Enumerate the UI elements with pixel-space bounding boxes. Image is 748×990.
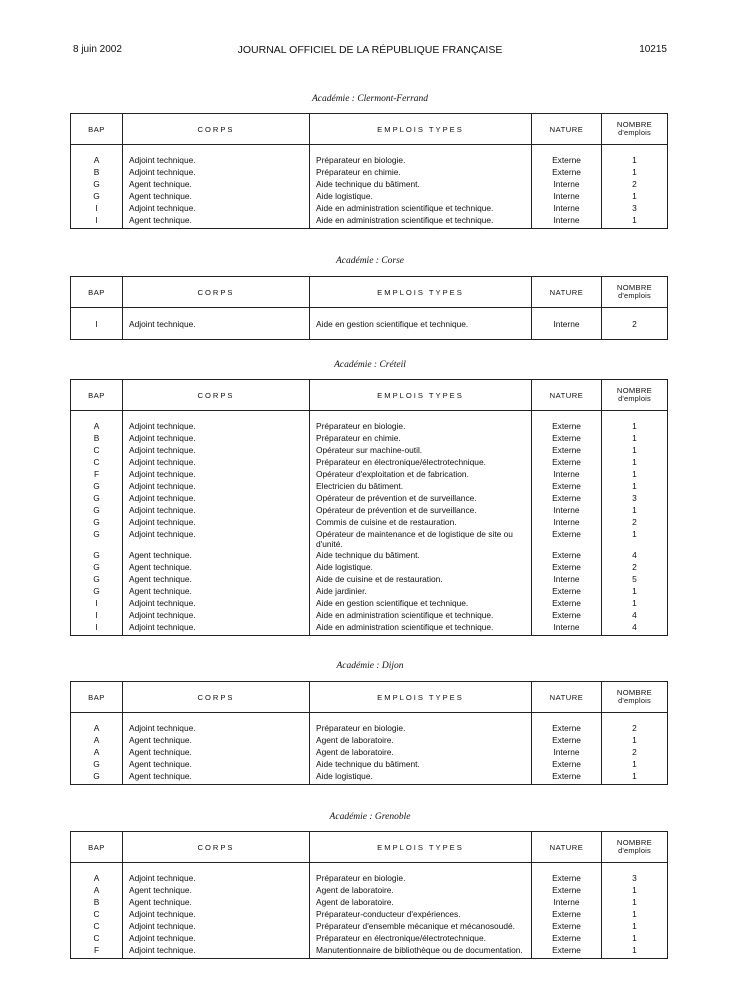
- column-header-emplois-types: EMPLOIS TYPES: [310, 832, 532, 863]
- table-row: [71, 215, 668, 229]
- cell-emplois-types: Agent de laboratoire.: [310, 897, 532, 909]
- cell-bap: G: [71, 191, 123, 203]
- cell-nombre: 1: [602, 505, 668, 517]
- cell-nature: Externe: [532, 921, 602, 933]
- cell-nombre: 3: [602, 493, 668, 505]
- cell-bap: G: [71, 493, 123, 505]
- cell-bap: I: [71, 317, 123, 340]
- cell-nature: Externe: [532, 433, 602, 445]
- column-header-nature: NATURE: [532, 832, 602, 863]
- academie-title-corse: Académie : Corse: [335, 256, 405, 266]
- cell-emplois-types: Aide en administration scientifique et technique.: [310, 203, 532, 215]
- cell-emplois-types: Préparateur en électronique/électrotechnique.: [310, 457, 532, 469]
- cell-nombre: 1: [602, 933, 668, 945]
- cell-nombre: 1: [602, 921, 668, 933]
- cell-corps: Adjoint technique.: [123, 723, 310, 735]
- cell-corps: Agent technique.: [123, 215, 310, 229]
- cell-nombre: 1: [602, 771, 668, 785]
- cell-corps: Agent technique.: [123, 735, 310, 747]
- cell-nature: Interne: [532, 179, 602, 191]
- cell-bap: I: [71, 215, 123, 229]
- cell-bap: C: [71, 909, 123, 921]
- cell-nature: Externe: [532, 771, 602, 785]
- table-row: [71, 735, 668, 747]
- cell-emplois-types: Aide logistique.: [310, 771, 532, 785]
- cell-emplois-types: Préparateur en chimie.: [310, 167, 532, 179]
- cell-nature: Externe: [532, 933, 602, 945]
- table-row: [71, 167, 668, 179]
- cell-bap: A: [71, 885, 123, 897]
- cell-bap: G: [71, 517, 123, 529]
- cell-corps: Adjoint technique.: [123, 317, 310, 340]
- page-header: [73, 44, 667, 58]
- cell-emplois-types: Aide technique du bâtiment.: [310, 550, 532, 562]
- cell-corps: Adjoint technique.: [123, 598, 310, 610]
- column-header-corps: CORPS: [123, 277, 310, 308]
- table-row: [71, 723, 668, 735]
- cell-nature: Externe: [532, 885, 602, 897]
- cell-nature: Externe: [532, 723, 602, 735]
- cell-nombre: 1: [602, 481, 668, 493]
- cell-corps: Adjoint technique.: [123, 421, 310, 433]
- cell-nombre: 1: [602, 885, 668, 897]
- cell-bap: B: [71, 433, 123, 445]
- table-row: [71, 179, 668, 191]
- cell-nature: Externe: [532, 562, 602, 574]
- cell-nombre: 1: [602, 897, 668, 909]
- cell-emplois-types: Préparateur en chimie.: [310, 433, 532, 445]
- cell-bap: A: [71, 421, 123, 433]
- cell-emplois-types: Préparateur en biologie.: [310, 723, 532, 735]
- cell-bap: A: [71, 747, 123, 759]
- table-row: [71, 445, 668, 457]
- cell-corps: Adjoint technique.: [123, 610, 310, 622]
- column-header-corps: CORPS: [123, 682, 310, 713]
- cell-bap: A: [71, 873, 123, 885]
- cell-nature: Externe: [532, 759, 602, 771]
- column-header-nature: NATURE: [532, 277, 602, 308]
- table-row: [71, 562, 668, 574]
- cell-bap: B: [71, 897, 123, 909]
- cell-corps: Agent technique.: [123, 897, 310, 909]
- cell-emplois-types: Opérateur de prévention et de surveillance.: [310, 505, 532, 517]
- cell-corps: Adjoint technique.: [123, 517, 310, 529]
- page-number: 10215: [639, 44, 667, 55]
- column-header-nombre: [602, 682, 668, 713]
- cell-bap: B: [71, 167, 123, 179]
- cell-nombre: 4: [602, 622, 668, 636]
- cell-corps: Adjoint technique.: [123, 529, 310, 550]
- journal-title: JOURNAL OFFICIEL DE LA RÉPUBLIQUE FRANÇAISE: [237, 44, 503, 56]
- table-row: [71, 517, 668, 529]
- column-header-nature: NATURE: [532, 380, 602, 411]
- cell-emplois-types: Manutentionnaire de bibliothèque ou de documentation.: [310, 945, 532, 959]
- cell-nature: Interne: [532, 203, 602, 215]
- column-header-bap: BAP: [71, 682, 123, 713]
- column-header-nombre: [602, 114, 668, 145]
- table-row: [71, 885, 668, 897]
- cell-corps: Adjoint technique.: [123, 622, 310, 636]
- table-creteil: [70, 379, 668, 636]
- cell-emplois-types: Aide technique du bâtiment.: [310, 179, 532, 191]
- cell-nombre: 1: [602, 586, 668, 598]
- cell-nombre: 1: [602, 457, 668, 469]
- table-row: [71, 933, 668, 945]
- cell-nombre: 1: [602, 215, 668, 229]
- column-header-emplois-types: EMPLOIS TYPES: [310, 114, 532, 145]
- cell-nature: Interne: [532, 505, 602, 517]
- cell-corps: Agent technique.: [123, 885, 310, 897]
- cell-nombre: 1: [602, 909, 668, 921]
- cell-emplois-types: Aide jardinier.: [310, 586, 532, 598]
- cell-nombre: 1: [602, 529, 668, 550]
- column-header-nature: NATURE: [532, 682, 602, 713]
- cell-bap: G: [71, 529, 123, 550]
- column-header-bap: BAP: [71, 114, 123, 145]
- cell-emplois-types: Préparateur en biologie.: [310, 155, 532, 167]
- cell-corps: Agent technique.: [123, 771, 310, 785]
- cell-nature: Externe: [532, 873, 602, 885]
- column-header-nombre: [602, 277, 668, 308]
- table-row: [71, 481, 668, 493]
- cell-bap: I: [71, 622, 123, 636]
- cell-nature: Externe: [532, 155, 602, 167]
- cell-bap: G: [71, 505, 123, 517]
- table-row: [71, 574, 668, 586]
- cell-corps: Adjoint technique.: [123, 921, 310, 933]
- cell-emplois-types: Aide logistique.: [310, 191, 532, 203]
- cell-emplois-types: Agent de laboratoire.: [310, 885, 532, 897]
- column-header-corps: CORPS: [123, 832, 310, 863]
- cell-nombre: 1: [602, 735, 668, 747]
- cell-emplois-types: Opérateur de prévention et de surveillance.: [310, 493, 532, 505]
- table-row: [71, 421, 668, 433]
- cell-emplois-types: Agent de laboratoire.: [310, 747, 532, 759]
- cell-bap: I: [71, 598, 123, 610]
- cell-emplois-types: Aide en administration scientifique et technique.: [310, 622, 532, 636]
- table-row: [71, 550, 668, 562]
- cell-bap: A: [71, 723, 123, 735]
- cell-nombre: 4: [602, 550, 668, 562]
- cell-nature: Externe: [532, 493, 602, 505]
- cell-nature: Externe: [532, 586, 602, 598]
- cell-nature: Externe: [532, 457, 602, 469]
- cell-corps: Adjoint technique.: [123, 203, 310, 215]
- table-row: [71, 759, 668, 771]
- cell-corps: Adjoint technique.: [123, 909, 310, 921]
- table-row: [71, 529, 668, 550]
- cell-nature: Externe: [532, 167, 602, 179]
- nombre-label: NOMBRE: [616, 386, 653, 395]
- cell-bap: G: [71, 550, 123, 562]
- cell-nombre: 1: [602, 469, 668, 481]
- cell-nature: Interne: [532, 469, 602, 481]
- cell-corps: Agent technique.: [123, 550, 310, 562]
- emplois-label: d'emplois: [618, 291, 651, 300]
- cell-nombre: 1: [602, 155, 668, 167]
- cell-corps: Adjoint technique.: [123, 481, 310, 493]
- cell-corps: Adjoint technique.: [123, 433, 310, 445]
- table-row: [71, 945, 668, 959]
- cell-nature: Interne: [532, 215, 602, 229]
- column-header-bap: BAP: [71, 380, 123, 411]
- column-header-corps: CORPS: [123, 114, 310, 145]
- cell-emplois-types: Aide technique du bâtiment.: [310, 759, 532, 771]
- table-row: [71, 909, 668, 921]
- cell-nature: Externe: [532, 945, 602, 959]
- table-row: [71, 598, 668, 610]
- column-header-nombre: [602, 832, 668, 863]
- cell-bap: A: [71, 155, 123, 167]
- table-clermont-ferrand: [70, 113, 668, 229]
- cell-corps: Agent technique.: [123, 562, 310, 574]
- cell-emplois-types: Préparateur d'ensemble mécanique et mécanosoudé.: [310, 921, 532, 933]
- cell-nombre: 1: [602, 167, 668, 179]
- cell-nombre: 1: [602, 445, 668, 457]
- cell-emplois-types: Aide de cuisine et de restauration.: [310, 574, 532, 586]
- nombre-label: NOMBRE: [616, 688, 653, 697]
- cell-corps: Adjoint technique.: [123, 469, 310, 481]
- cell-nature: Externe: [532, 735, 602, 747]
- cell-bap: G: [71, 574, 123, 586]
- cell-emplois-types: Opérateur sur machine-outil.: [310, 445, 532, 457]
- table-row: [71, 493, 668, 505]
- cell-emplois-types: Aide en gestion scientifique et technique.: [310, 598, 532, 610]
- table-row: [71, 622, 668, 636]
- table-grenoble: [70, 831, 668, 959]
- column-header-emplois-types: EMPLOIS TYPES: [310, 380, 532, 411]
- cell-emplois-types: Préparateur-conducteur d'expériences.: [310, 909, 532, 921]
- column-header-bap: BAP: [71, 277, 123, 308]
- cell-nature: Interne: [532, 747, 602, 759]
- cell-nature: Externe: [532, 481, 602, 493]
- academie-title-dijon: Académie : Dijon: [336, 661, 404, 671]
- nombre-label: NOMBRE: [616, 283, 653, 292]
- column-header-nature: NATURE: [532, 114, 602, 145]
- cell-bap: G: [71, 562, 123, 574]
- cell-corps: Agent technique.: [123, 747, 310, 759]
- cell-corps: Adjoint technique.: [123, 167, 310, 179]
- cell-corps: Adjoint technique.: [123, 457, 310, 469]
- cell-emplois-types: Opérateur d'exploitation et de fabrication.: [310, 469, 532, 481]
- cell-nature: Externe: [532, 421, 602, 433]
- cell-bap: A: [71, 735, 123, 747]
- table-row: [71, 586, 668, 598]
- cell-nature: Externe: [532, 598, 602, 610]
- cell-bap: I: [71, 610, 123, 622]
- cell-bap: G: [71, 771, 123, 785]
- table-row: [71, 771, 668, 785]
- cell-nombre: 1: [602, 598, 668, 610]
- table-row: [71, 317, 668, 340]
- cell-nature: Interne: [532, 897, 602, 909]
- table-corse: [70, 276, 668, 340]
- cell-nature: Externe: [532, 909, 602, 921]
- cell-corps: Adjoint technique.: [123, 493, 310, 505]
- table-row: [71, 610, 668, 622]
- academie-title-creteil: Académie : Créteil: [334, 360, 406, 370]
- cell-bap: C: [71, 921, 123, 933]
- cell-nombre: 1: [602, 433, 668, 445]
- emplois-label: d'emplois: [618, 128, 651, 137]
- cell-emplois-types: Commis de cuisine et de restauration.: [310, 517, 532, 529]
- cell-bap: F: [71, 945, 123, 959]
- cell-nombre: 2: [602, 517, 668, 529]
- cell-nature: Externe: [532, 550, 602, 562]
- cell-nombre: 1: [602, 945, 668, 959]
- cell-nature: Interne: [532, 574, 602, 586]
- nombre-label: NOMBRE: [616, 120, 653, 129]
- column-header-emplois-types: EMPLOIS TYPES: [310, 277, 532, 308]
- cell-emplois-types: Préparateur en biologie.: [310, 421, 532, 433]
- cell-nature: Interne: [532, 317, 602, 340]
- cell-nombre: 5: [602, 574, 668, 586]
- cell-corps: Agent technique.: [123, 759, 310, 771]
- table-row: [71, 203, 668, 215]
- table-row: [71, 469, 668, 481]
- cell-bap: G: [71, 481, 123, 493]
- cell-bap: F: [71, 469, 123, 481]
- header-row: [71, 277, 668, 308]
- academie-title-grenoble: Académie : Grenoble: [329, 812, 411, 822]
- cell-emplois-types: Aide en administration scientifique et technique.: [310, 215, 532, 229]
- cell-bap: C: [71, 445, 123, 457]
- cell-corps: Adjoint technique.: [123, 445, 310, 457]
- cell-nombre: 4: [602, 610, 668, 622]
- cell-nature: Interne: [532, 622, 602, 636]
- cell-bap: C: [71, 933, 123, 945]
- cell-bap: I: [71, 203, 123, 215]
- cell-corps: Agent technique.: [123, 191, 310, 203]
- cell-emplois-types: Opérateur de maintenance et de logistique de site ou d'unité.: [310, 529, 532, 550]
- cell-nombre: 2: [602, 747, 668, 759]
- emplois-label: d'emplois: [618, 696, 651, 705]
- cell-bap: C: [71, 457, 123, 469]
- cell-emplois-types: Aide logistique.: [310, 562, 532, 574]
- header-row: [71, 114, 668, 145]
- table-row: [71, 747, 668, 759]
- cell-bap: G: [71, 179, 123, 191]
- cell-nature: Externe: [532, 529, 602, 550]
- table-row: [71, 873, 668, 885]
- cell-nature: Externe: [532, 610, 602, 622]
- cell-corps: Agent technique.: [123, 179, 310, 191]
- cell-nature: Interne: [532, 517, 602, 529]
- cell-nombre: 2: [602, 317, 668, 340]
- table-row: [71, 457, 668, 469]
- cell-nombre: 3: [602, 203, 668, 215]
- cell-corps: Adjoint technique.: [123, 155, 310, 167]
- cell-emplois-types: Aide en gestion scientifique et technique.: [310, 317, 532, 340]
- cell-nombre: 2: [602, 723, 668, 735]
- cell-bap: G: [71, 586, 123, 598]
- cell-nature: Interne: [532, 191, 602, 203]
- nombre-label: NOMBRE: [616, 838, 653, 847]
- cell-nombre: 2: [602, 562, 668, 574]
- table-row: [71, 505, 668, 517]
- cell-nature: Externe: [532, 445, 602, 457]
- table-row: [71, 897, 668, 909]
- cell-corps: Adjoint technique.: [123, 933, 310, 945]
- column-header-emplois-types: EMPLOIS TYPES: [310, 682, 532, 713]
- cell-emplois-types: Préparateur en électronique/électrotechnique.: [310, 933, 532, 945]
- academie-title-clermont-ferrand: Académie : Clermont-Ferrand: [311, 94, 429, 104]
- cell-nombre: 1: [602, 191, 668, 203]
- cell-nombre: 1: [602, 421, 668, 433]
- column-header-nombre: [602, 380, 668, 411]
- emplois-label: d'emplois: [618, 394, 651, 403]
- table-row: [71, 155, 668, 167]
- cell-corps: Adjoint technique.: [123, 873, 310, 885]
- table-row: [71, 191, 668, 203]
- cell-corps: Adjoint technique.: [123, 945, 310, 959]
- table-dijon: [70, 681, 668, 785]
- table-row: [71, 433, 668, 445]
- cell-bap: G: [71, 759, 123, 771]
- cell-nombre: 1: [602, 759, 668, 771]
- column-header-corps: CORPS: [123, 380, 310, 411]
- cell-corps: Agent technique.: [123, 574, 310, 586]
- cell-corps: Agent technique.: [123, 586, 310, 598]
- publication-date: 8 juin 2002: [73, 44, 122, 55]
- header-row: [71, 682, 668, 713]
- cell-emplois-types: Agent de laboratoire.: [310, 735, 532, 747]
- header-row: [71, 832, 668, 863]
- cell-corps: Adjoint technique.: [123, 505, 310, 517]
- header-row: [71, 380, 668, 411]
- cell-nombre: 3: [602, 873, 668, 885]
- cell-emplois-types: Electricien du bâtiment.: [310, 481, 532, 493]
- cell-nombre: 2: [602, 179, 668, 191]
- emplois-label: d'emplois: [618, 846, 651, 855]
- table-row: [71, 921, 668, 933]
- column-header-bap: BAP: [71, 832, 123, 863]
- cell-emplois-types: Aide en administration scientifique et technique.: [310, 610, 532, 622]
- cell-emplois-types: Préparateur en biologie.: [310, 873, 532, 885]
